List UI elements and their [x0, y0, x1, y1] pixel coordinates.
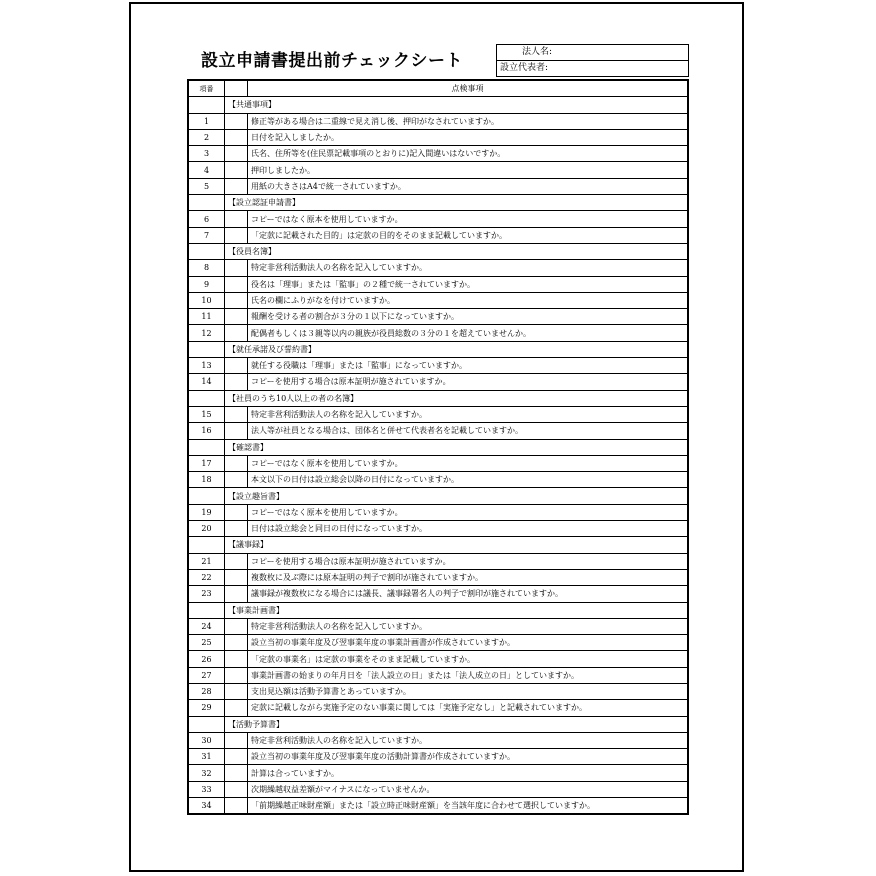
check-item-text: 本文以下の日付は設立総会以降の日付になっていますか。	[248, 472, 689, 488]
checklist-body	[188, 97, 688, 815]
check-box-cell[interactable]	[225, 260, 248, 276]
table-row	[188, 667, 688, 683]
table-row	[188, 618, 688, 634]
table-row	[188, 651, 688, 667]
corporation-info-box	[496, 44, 689, 77]
item-number: 2	[188, 129, 225, 145]
section-blank-cell	[188, 243, 225, 259]
table-row	[188, 162, 688, 178]
item-number: 1	[188, 113, 225, 129]
item-number: 13	[188, 358, 225, 374]
item-number: 3	[188, 146, 225, 162]
section-heading-row	[188, 341, 688, 357]
check-box-cell[interactable]	[225, 472, 248, 488]
table-row	[188, 683, 688, 699]
check-item-text: コピーを使用する場合は原本証明が施されていますか。	[248, 374, 689, 390]
section-heading: 【確認書】	[225, 439, 689, 455]
check-item-text: 設立当初の事業年度及び翌事業年度の活動計算書が作成されていますか。	[248, 749, 689, 765]
check-item-text: 特定非営利活動法人の名称を記入していますか。	[248, 732, 689, 748]
item-number: 5	[188, 178, 225, 194]
table-row	[188, 423, 688, 439]
check-box-cell[interactable]	[225, 749, 248, 765]
item-number: 7	[188, 227, 225, 243]
table-row	[188, 113, 688, 129]
section-heading: 【共通事項】	[225, 97, 689, 113]
check-box-cell[interactable]	[225, 178, 248, 194]
check-item-text: 日付は設立総会と同日の日付になっていますか。	[248, 521, 689, 537]
check-item-text: 用紙の大きさはA4で統一されていますか。	[248, 178, 689, 194]
item-number: 21	[188, 553, 225, 569]
table-row	[188, 227, 688, 243]
check-box-cell[interactable]	[225, 504, 248, 520]
item-number: 15	[188, 406, 225, 422]
table-row	[188, 765, 688, 781]
check-item-text: 事業計画書の始まりの年月日を「法人設立の日」または「法人成立の日」としていますか。	[248, 667, 689, 683]
section-heading: 【事業計画書】	[225, 602, 689, 618]
check-item-text: 設立当初の事業年度及び翌事業年度の事業計画書が作成されていますか。	[248, 635, 689, 651]
check-box-cell[interactable]	[225, 276, 248, 292]
table-row	[188, 732, 688, 748]
section-heading-row	[188, 488, 688, 504]
check-box-cell[interactable]	[225, 358, 248, 374]
check-box-cell[interactable]	[225, 423, 248, 439]
table-row	[188, 700, 688, 716]
table-row	[188, 569, 688, 585]
section-heading: 【設立認証申請書】	[225, 195, 689, 211]
section-heading: 【議事録】	[225, 537, 689, 553]
section-heading-row	[188, 243, 688, 259]
table-row	[188, 586, 688, 602]
check-box-cell[interactable]	[225, 765, 248, 781]
item-number: 29	[188, 700, 225, 716]
check-box-cell[interactable]	[225, 586, 248, 602]
item-number: 34	[188, 798, 225, 815]
check-item-text: 特定非営利活動法人の名称を記入していますか。	[248, 618, 689, 634]
check-box-cell[interactable]	[225, 635, 248, 651]
item-number: 16	[188, 423, 225, 439]
check-box-cell[interactable]	[225, 683, 248, 699]
table-row	[188, 472, 688, 488]
check-item-text: 「定款に記載された目的」は定款の目的をそのまま記載していますか。	[248, 227, 689, 243]
table-row	[188, 635, 688, 651]
check-item-text: 「前期繰越正味財産額」または「設立時正味財産額」を当該年度に合わせて選択していますか。	[248, 798, 689, 815]
column-header-check	[225, 80, 248, 97]
check-item-text: 氏名の欄にふりがなを付けていますか。	[248, 292, 689, 308]
item-number: 28	[188, 683, 225, 699]
check-item-text: 役名は「理事」または「監事」の２種で統一されていますか。	[248, 276, 689, 292]
check-item-text: 計算は合っていますか。	[248, 765, 689, 781]
table-row	[188, 455, 688, 471]
section-heading-row	[188, 439, 688, 455]
table-row	[188, 374, 688, 390]
section-blank-cell	[188, 341, 225, 357]
check-box-cell[interactable]	[225, 732, 248, 748]
check-box-cell[interactable]	[225, 309, 248, 325]
column-header-number: 項番	[188, 80, 225, 97]
item-number: 10	[188, 292, 225, 308]
item-number: 11	[188, 309, 225, 325]
item-number: 22	[188, 569, 225, 585]
check-box-cell[interactable]	[225, 162, 248, 178]
item-number: 14	[188, 374, 225, 390]
table-row	[188, 178, 688, 194]
check-item-text: 就任する役職は「理事」または「監事」になっていますか。	[248, 358, 689, 374]
check-item-text: 定款に記載しながら実施予定のない事業に関しては「実施予定なし」と記載されていますか。	[248, 700, 689, 716]
section-heading: 【就任承諾及び誓約書】	[225, 341, 689, 357]
item-number: 17	[188, 455, 225, 471]
section-blank-cell	[188, 439, 225, 455]
check-box-cell[interactable]	[225, 618, 248, 634]
check-box-cell[interactable]	[225, 700, 248, 716]
item-number: 19	[188, 504, 225, 520]
check-box-cell[interactable]	[225, 667, 248, 683]
corporation-name-field[interactable]: 法人名:	[497, 45, 688, 61]
check-box-cell[interactable]	[225, 292, 248, 308]
table-row	[188, 553, 688, 569]
section-blank-cell	[188, 195, 225, 211]
item-number: 4	[188, 162, 225, 178]
check-box-cell[interactable]	[225, 113, 248, 129]
check-box-cell[interactable]	[225, 374, 248, 390]
section-blank-cell	[188, 97, 225, 113]
table-row	[188, 781, 688, 797]
check-item-text: コピーを使用する場合は原本証明が施されていますか。	[248, 553, 689, 569]
check-item-text: 修正等がある場合は二重線で見え消し後、押印がなされていますか。	[248, 113, 689, 129]
section-heading: 【活動予算書】	[225, 716, 689, 732]
table-row	[188, 292, 688, 308]
check-item-text: 氏名、住所等を(住民票記載事項のとおりに)記入間違いはないですか。	[248, 146, 689, 162]
checklist-table	[187, 79, 689, 815]
section-blank-cell	[188, 488, 225, 504]
item-number: 33	[188, 781, 225, 797]
item-number: 30	[188, 732, 225, 748]
table-row	[188, 521, 688, 537]
check-item-text: 「定款の事業名」は定款の事業をそのまま記載していますか。	[248, 651, 689, 667]
item-number: 27	[188, 667, 225, 683]
item-number: 8	[188, 260, 225, 276]
item-number: 23	[188, 586, 225, 602]
check-box-cell[interactable]	[225, 651, 248, 667]
section-heading-row	[188, 97, 688, 113]
check-item-text: 議事録が複数枚になる場合には議長、議事録署名人の判子で割印が施されていますか。	[248, 586, 689, 602]
check-item-text: 次期繰越収益差額がマイナスになっていませんか。	[248, 781, 689, 797]
check-box-cell[interactable]	[225, 325, 248, 341]
check-item-text: 複数枚に及ぶ際には原本証明の判子で割印が施されていますか。	[248, 569, 689, 585]
item-number: 20	[188, 521, 225, 537]
table-row	[188, 309, 688, 325]
column-header-item: 点検事項	[248, 80, 689, 97]
check-item-text: 日付を記入しましたか。	[248, 129, 689, 145]
check-item-text: 報酬を受ける者の割合が３分の１以下になっていますか。	[248, 309, 689, 325]
table-row	[188, 129, 688, 145]
table-row	[188, 406, 688, 422]
check-box-cell[interactable]	[225, 798, 248, 815]
check-box-cell[interactable]	[225, 569, 248, 585]
check-box-cell[interactable]	[225, 129, 248, 145]
section-blank-cell	[188, 537, 225, 553]
representative-field[interactable]: 設立代表者:	[500, 62, 549, 73]
table-row	[188, 146, 688, 162]
item-number: 31	[188, 749, 225, 765]
section-heading: 【役員名簿】	[225, 243, 689, 259]
check-item-text: 法人等が社員となる場合は、団体名と併せて代表者名を記載していますか。	[248, 423, 689, 439]
check-item-text: 特定非営利活動法人の名称を記入していますか。	[248, 260, 689, 276]
check-item-text: コピーではなく原本を使用していますか。	[248, 455, 689, 471]
table-row	[188, 798, 688, 815]
item-number: 26	[188, 651, 225, 667]
check-box-cell[interactable]	[225, 146, 248, 162]
check-item-text: コピーではなく原本を使用していますか。	[248, 504, 689, 520]
item-number: 25	[188, 635, 225, 651]
item-number: 12	[188, 325, 225, 341]
section-heading: 【社員のうち10人以上の者の名簿】	[225, 390, 689, 406]
section-blank-cell	[188, 716, 225, 732]
table-row	[188, 260, 688, 276]
section-blank-cell	[188, 390, 225, 406]
table-row	[188, 504, 688, 520]
section-heading-row	[188, 602, 688, 618]
check-box-cell[interactable]	[225, 211, 248, 227]
item-number: 24	[188, 618, 225, 634]
check-box-cell[interactable]	[225, 455, 248, 471]
section-heading-row	[188, 537, 688, 553]
check-box-cell[interactable]	[225, 406, 248, 422]
check-item-text: コピーではなく原本を使用していますか。	[248, 211, 689, 227]
check-box-cell[interactable]	[225, 521, 248, 537]
check-box-cell[interactable]	[225, 227, 248, 243]
check-item-text: 特定非営利活動法人の名称を記入していますか。	[248, 406, 689, 422]
check-item-text: 押印しましたか。	[248, 162, 689, 178]
check-item-text: 支出見込額は活動予算書とあっていますか。	[248, 683, 689, 699]
table-row	[188, 325, 688, 341]
item-number: 32	[188, 765, 225, 781]
table-header-row	[188, 80, 688, 97]
table-row	[188, 276, 688, 292]
section-heading-row	[188, 390, 688, 406]
table-row	[188, 749, 688, 765]
check-item-text: 配偶者もしくは３親等以内の親族が役員総数の３分の１を超えていませんか。	[248, 325, 689, 341]
page-title: 設立申請書提出前チェックシート	[201, 51, 463, 71]
section-heading-row	[188, 716, 688, 732]
check-box-cell[interactable]	[225, 553, 248, 569]
table-row	[188, 211, 688, 227]
item-number: 9	[188, 276, 225, 292]
section-blank-cell	[188, 602, 225, 618]
item-number: 18	[188, 472, 225, 488]
section-heading: 【設立趣旨書】	[225, 488, 689, 504]
table-row	[188, 358, 688, 374]
item-number: 6	[188, 211, 225, 227]
section-heading-row	[188, 195, 688, 211]
check-box-cell[interactable]	[225, 781, 248, 797]
